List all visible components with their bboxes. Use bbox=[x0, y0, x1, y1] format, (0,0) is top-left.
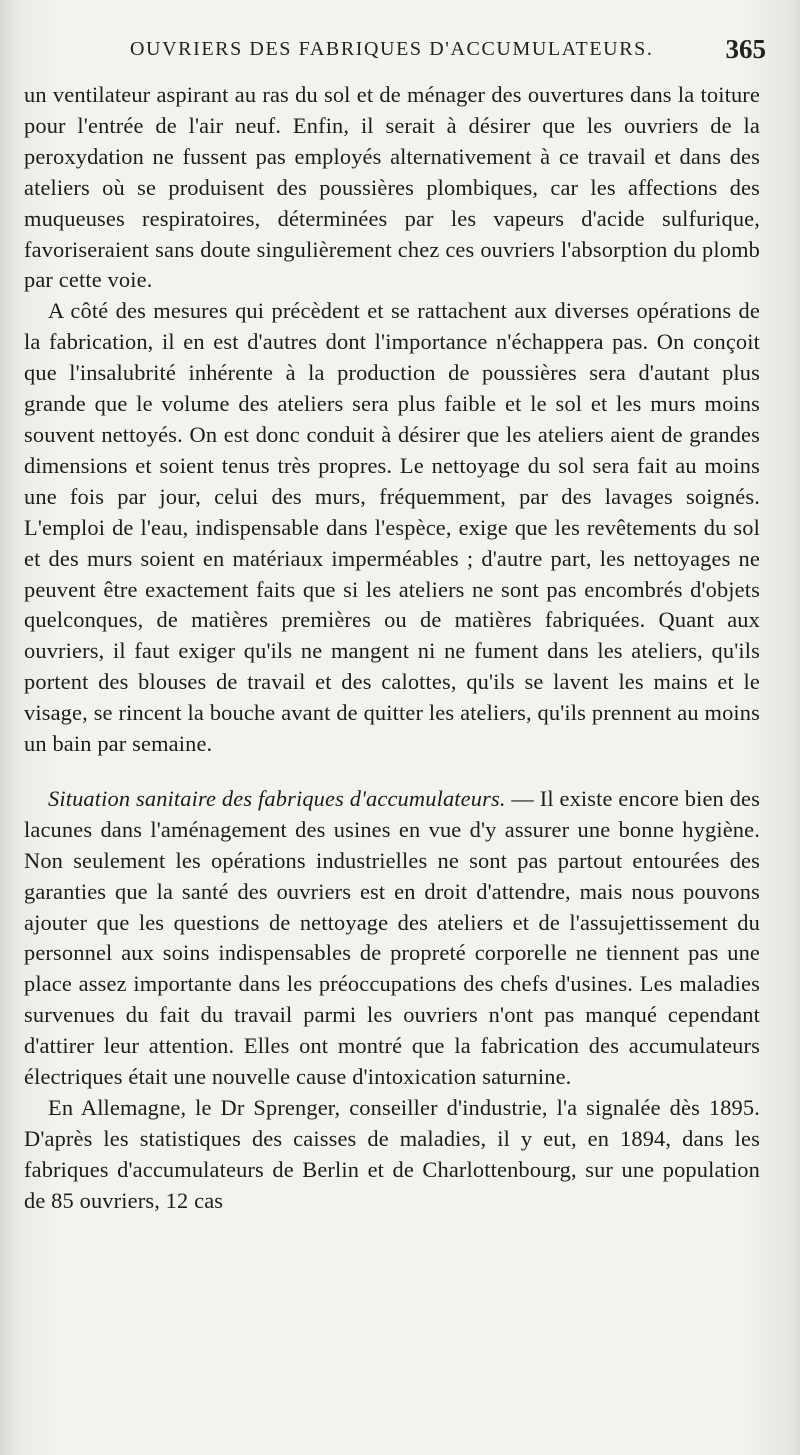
body-text bbox=[24, 80, 760, 1217]
section-body: — Il existe encore bien des lacunes dans l'aménagement des usines en vue d'y assurer une bonne hygiène. Non seulement les opérations industrielles ne sont pas partout entourées des garanties que la santé des ouvriers est en droit d'attendre, mais nous pouvons ajouter que les questions de nettoyage des ateliers et de l'assujettissement du personnel aux soins indispensables de propreté corporelle ne tiennent pas une place assez importante dans les préoccupations des chefs d'usines. Les maladies survenues du fait du travail parmi les ouvriers n'ont pas manqué cependant d'attirer leur attention. Elles ont montré que la fabrication des accumulateurs électriques était une nouvelle cause d'intoxication saturnine. bbox=[24, 785, 760, 1090]
page-number: 365 bbox=[725, 34, 766, 64]
paragraph-workshop-hygiene: A côté des mesures qui précèdent et se rattachent aux diverses opérations de la fabrication, il en est d'autres dont l'importance n'échappera pas. On conçoit que l'insalubrité inhérente à la production de poussières sera d'autant plus grande que le volume des ateliers sera plus faible et le sol et les murs moins souvent nettoyés. On est donc conduit à désirer que les ateliers aient de grandes dimensions et soient tenus très propres. Le nettoyage du sol sera fait au moins une fois par jour, celui des murs, fréquemment, par des lavages soignés. L'emploi de l'eau, indispensable dans l'espèce, exige que les revêtements du sol et des murs soient en matériaux imperméables ; d'autre part, les nettoyages ne peuvent être exactement faits que si les ateliers ne sont pas encombrés d'objets quelconques, de matières premières ou de matières fabriquées. Quant aux ouvriers, il faut exiger qu'ils ne mangent ni ne fument dans les ateliers, qu'ils portent des blouses de travail et des calottes, qu'ils se lavent les mains et le visage, se rincent la bouche avant de quitter les ateliers, qu'ils prennent au moins un bain par semaine. bbox=[24, 298, 760, 757]
paragraph-germany: En Allemagne, le Dr Sprenger, conseiller d'industrie, l'a signalée dès 1895. D'après les statistiques des caisses de maladies, il y eut, en 1894, dans les fabriques d'accumulateurs de Berlin et de Charlottenbourg, sur une population de 85 ouvriers, 12 cas bbox=[24, 1095, 760, 1213]
page-header bbox=[24, 34, 766, 80]
running-title: OUVRIERS DES FABRIQUES D'ACCUMULATEURS. bbox=[130, 38, 654, 60]
paragraph-ventilation: un ventilateur aspirant au ras du sol et de ménager des ouvertures dans la toiture pour l'entrée de l'air neuf. Enfin, il serait à désirer que les ouvriers de la peroxydation ne fussent pas employés alternativement à ce travail et dans des ateliers où se produisent des poussières plombiques, car les affections des muqueuses respiratoires, déterminées par les vapeurs d'acide sulfurique, favoriseraient sans doute singulièrement chez ces ouvriers l'absorption du plomb par cette voie. bbox=[24, 82, 760, 293]
section-title: Situation sanitaire des fabriques d'accumulateurs. bbox=[48, 785, 506, 811]
paragraph-sanitary-situation bbox=[24, 784, 760, 1093]
